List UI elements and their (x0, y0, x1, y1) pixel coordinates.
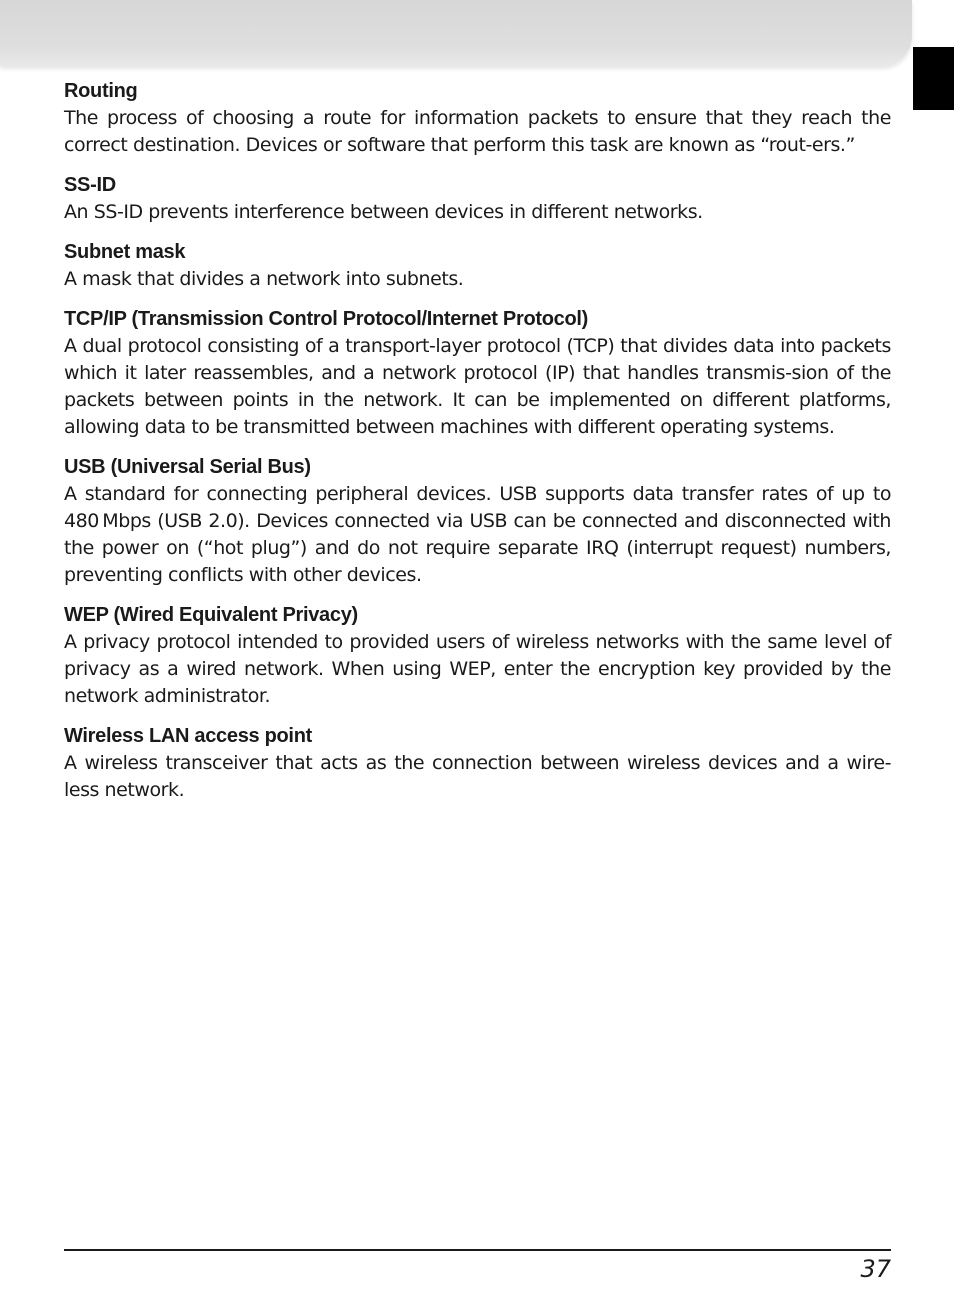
glossary-entry-wep (64, 602, 891, 710)
glossary-term: Routing (64, 80, 138, 102)
glossary-term: Wireless LAN access point (64, 725, 312, 747)
footer-rule (64, 1249, 891, 1251)
glossary-content (64, 78, 891, 817)
glossary-term: Subnet mask (64, 241, 186, 263)
glossary-definition: A dual protocol consisting of a transport-layer protocol (TCP) that divides data into packets which it later reassembles, and a network protocol (IP) that handles transmis-sion of the packets between points in the network. It can be implemented on different platforms, allowing data to be transmitted between machines with different operating systems. (64, 335, 891, 438)
glossary-definition: The process of choosing a route for information packets to ensure that they reach the correct destination. Devices or software that perform this task are known as “rout-ers.” (64, 107, 891, 156)
section-tab-marker (913, 47, 954, 110)
glossary-definition: A standard for connecting peripheral devices. USB supports data transfer rates of up to 480 Mbps (USB 2.0). Devices connected via USB can be connected and disconnected with the power on (“hot plug”) and do not require separate IRQ (interrupt request) numbers, preventing conflicts with other devices. (64, 483, 891, 586)
glossary-term: WEP (Wired Equivalent Privacy) (64, 604, 358, 626)
page-number: 37 (860, 1255, 891, 1283)
glossary-definition: A mask that divides a network into subnets. (64, 268, 464, 290)
glossary-entry-routing (64, 78, 891, 159)
glossary-entry-tcp-ip (64, 306, 891, 441)
glossary-entry-usb (64, 454, 891, 589)
glossary-entry-ss-id (64, 172, 891, 226)
glossary-definition: A privacy protocol intended to provided users of wireless networks with the same level of privacy as a wired network. When using WEP, enter the encryption key provided by the network administrator. (64, 631, 891, 707)
glossary-definition: An SS-ID prevents interference between devices in different networks. (64, 201, 703, 223)
glossary-term: TCP/IP (Transmission Control Protocol/Internet Protocol) (64, 308, 588, 330)
glossary-term: SS-ID (64, 174, 116, 196)
header-band (0, 0, 912, 66)
glossary-definition: A wireless transceiver that acts as the connection between wireless devices and a wire-less network. (64, 752, 891, 801)
glossary-entry-wireless-lan-access-point (64, 723, 891, 804)
glossary-term: USB (Universal Serial Bus) (64, 456, 311, 478)
glossary-entry-subnet-mask (64, 239, 891, 293)
